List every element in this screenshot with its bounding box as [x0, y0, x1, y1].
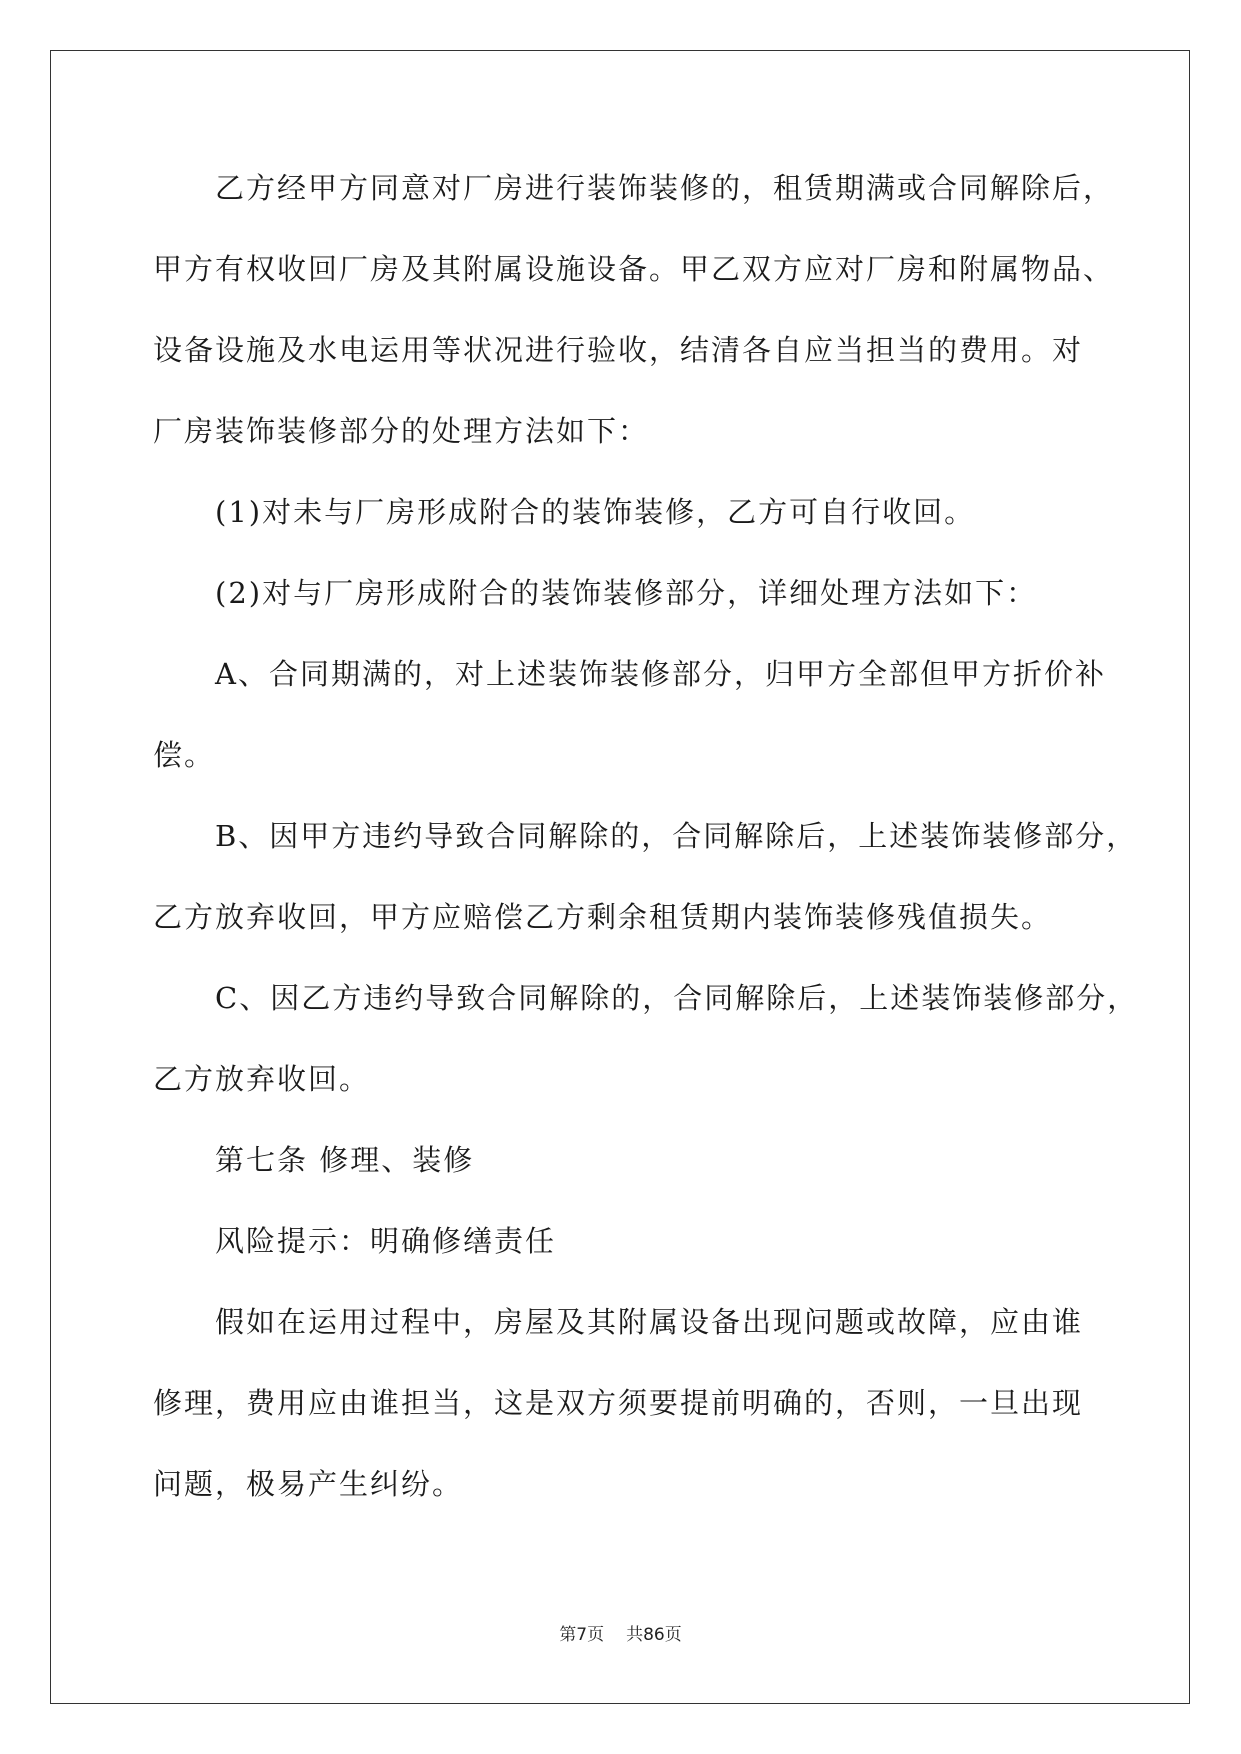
text-line: A、合同期满的，对上述装饰装修部分，归甲方全部但甲方折价补	[215, 657, 1106, 691]
text-line: 修理，费用应由谁担当，这是双方须要提前明确的，否则，一旦出现	[153, 1386, 1084, 1420]
text-line: C、因乙方违约导致合同解除的，合同解除后，上述装饰装修部分，	[215, 981, 1139, 1015]
text-line: 甲方有权收回厂房及其附属设施设备。甲乙双方应对厂房和附属物品、	[153, 252, 1115, 286]
text-line: 偿。	[153, 738, 216, 772]
text-line: 第七条 修理、装修	[215, 1143, 475, 1177]
document-body	[153, 148, 1139, 1525]
text-line: 厂房装饰装修部分的处理方法如下：	[153, 414, 650, 448]
total-page-count: 共86页	[626, 1625, 682, 1645]
text-line: 问题，极易产生纠纷。	[153, 1467, 464, 1501]
text-line: B、因甲方违约导致合同解除的，合同解除后，上述装饰装修部分，	[215, 819, 1138, 853]
text-line: 风险提示：明确修缮责任	[215, 1224, 557, 1258]
text-line: 假如在运用过程中，房屋及其附属设备出现问题或故障，应由谁	[215, 1305, 1084, 1339]
text-line: (2)对与厂房形成附合的装饰装修部分，详细处理方法如下：	[215, 576, 1038, 610]
text-line: 设备设施及水电运用等状况进行验收，结清各自应当担当的费用。对	[153, 333, 1084, 367]
page-footer	[0, 1620, 1241, 1645]
text-line: 乙方经甲方同意对厂房进行装饰装修的，租赁期满或合同解除后，	[215, 171, 1115, 205]
text-line: (1)对未与厂房形成附合的装饰装修，乙方可自行收回。	[215, 495, 976, 529]
current-page-number: 第7页	[559, 1625, 605, 1645]
text-line: 乙方放弃收回。	[153, 1062, 371, 1096]
text-line: 乙方放弃收回，甲方应赔偿乙方剩余租赁期内装饰装修残值损失。	[153, 900, 1053, 934]
